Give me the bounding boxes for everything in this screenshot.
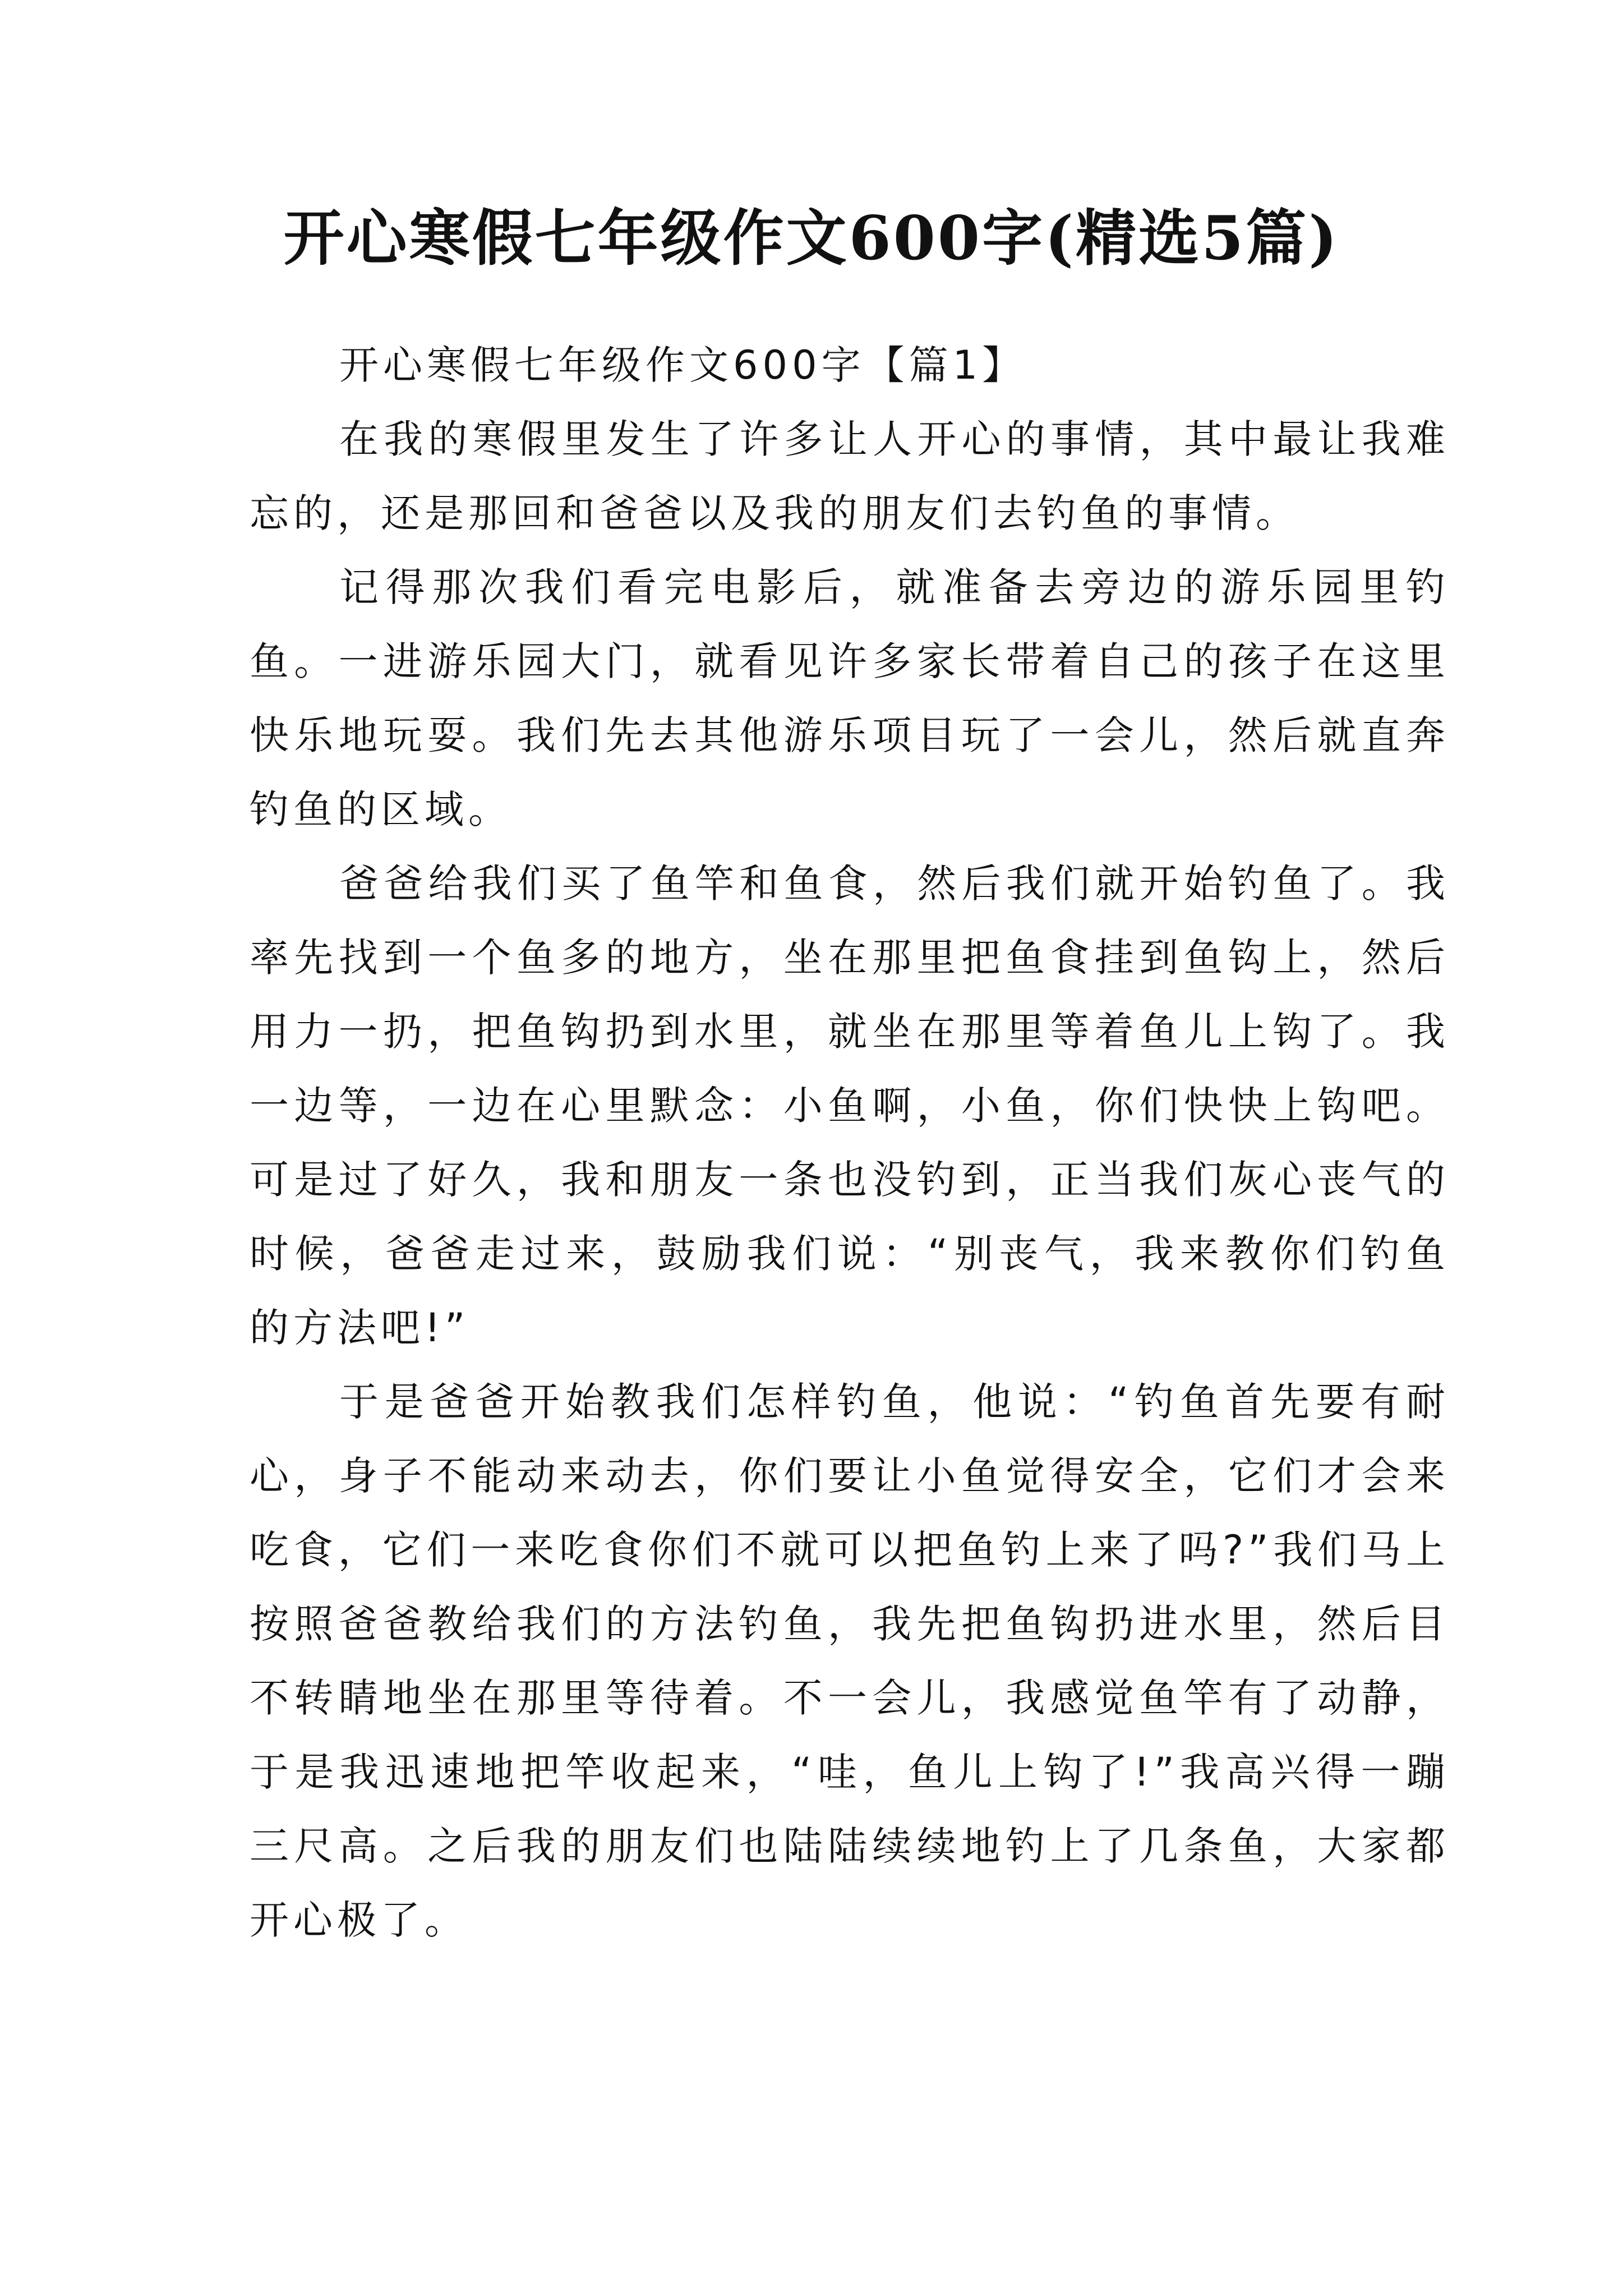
paragraph-1: 在我的寒假里发生了许多让人开心的事情，其中最让我难忘的，还是那回和爸爸以及我的朋友们去钓鱼的事情。 (250, 416, 1450, 536)
paragraph-4: 于是爸爸开始教我们怎样钓鱼，他说：“钓鱼首先要有耐心，身子不能动来动去，你们要让小鱼觉得安全，它们才会来吃食，它们一来吃食你们不就可以把鱼钓上来了吗?”我们马上按照爸爸教给我们的方法钓鱼，我先把鱼钩扔进水里，然后目不转睛地坐在那里等待着。不一会儿，我感觉鱼竿有了动静，于是我迅速地把竿收起来，“哇，鱼儿上钩了!”我高兴得一蹦三尺高。之后我的朋友们也陆陆续续地钓上了几条鱼，大家都开心极了。 (250, 1379, 1450, 1943)
paragraph-2: 记得那次我们看完电影后，就准备去旁边的游乐园里钓鱼。一进游乐园大门，就看见许多家长带着自己的孩子在这里快乐地玩耍。我们先去其他游乐项目玩了一会儿，然后就直奔钓鱼的区域。 (250, 564, 1450, 832)
document-body (250, 328, 1450, 1957)
document-title: 开心寒假七年级作文600字(精选5篇) (283, 203, 1340, 274)
paragraph-3: 爸爸给我们买了鱼竿和鱼食，然后我们就开始钓鱼了。我率先找到一个鱼多的地方，坐在那里把鱼食挂到鱼钩上，然后用力一扔，把鱼钩扔到水里，就坐在那里等着鱼儿上钩了。我一边等，一边在心里默念：小鱼啊，小鱼，你们快快上钩吧。可是过了好久，我和朋友一条也没钓到，正当我们灰心丧气的时候，爸爸走过来，鼓励我们说：“别丧气，我来教你们钓鱼的方法吧!” (250, 861, 1450, 1351)
section-heading: 开心寒假七年级作文600字【篇1】 (339, 342, 1026, 388)
